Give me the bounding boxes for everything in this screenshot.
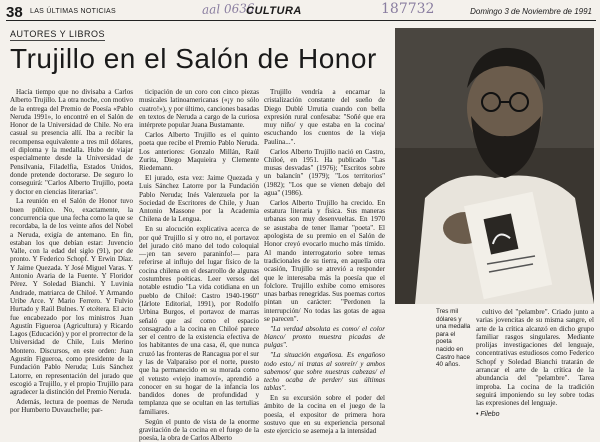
author-portrait-image: [395, 28, 594, 304]
page-number: 38: [6, 4, 23, 21]
paragraph: En su alocución explicativa acerca de por qué Trujillo sí y otro no, el portavoz del jurado citó mano del todo coloquial —¡en tan severo paraninfo!— para referirse al influjo del lugar físico de la cocina chilena en el desarrollo de algunas costumbres poéticas. Leer versos del notable estudio "La vida cotidiana en un pueblo de Chiloé: Castro 1940-1960" (Iárlote Editorial, 1991), por Rodolfo Urbina Burgos, el portavoz de marras señaló que así como el espacio consagrado a la cocina en Chiloé parece ser el centro de la existencia efectiva de los habitantes de una casa, él, que nunca cruzó las fronteras de Rancagua por el sur y las de Valparaíso por el norte, puesto que ha permanecido en su morada como el vetusto «viejo inamoví», aprendió a conocer en su hogar de la infancia los bandidos dones de profundidad y templanza que se ocultan en las tertulias familiares.: [139, 225, 259, 416]
paragraph: Carlos Alberto Trujillo ha crecido. En estatura literaria y física. Sus maneras urbanas son muy desenvueltas. En 1970 se asustaba de tener llamar "poeta". El apologista de su premio en el Salón de Honor creyó evocarlo mucho más tímido. Al mando interrogatorio sobre temas tradicionales de su tierra, en aquella otra ocasión, Trujillo se atrevió a responder que le interesaba más la poesía que el folclore. Trujillo exhibe como emisores unas barbas renegridas. Sus poemas cortos pintan un carácter: "Perdonen la interrupción/ No todas las gotas de agua se parecen".: [264, 198, 385, 324]
paragraph: Carlos Alberto Trujillo es el quinto poeta que recibe el Premio Pablo Neruda. Los anteriores: Gonzalo Millán, Raúl Zurita, Diego Maquieira y Clemente Riedemann.: [139, 130, 259, 173]
headline: Trujillo en el Salón de Honor: [10, 43, 377, 74]
poem-quote: "La situación engañosa. Es engañoso todo esto,/ ni tratas al sonreír/ y ambos sabemos/ que sobre nuestras cabezas/ el techo ocaba de perder/ sus últimas tablas".: [264, 351, 385, 393]
issue-date: Domingo 3 de Noviembre de 1991: [470, 7, 592, 16]
paragraph: En su excursión sobre el poder del ámbito de la cocina en el juego de la poesía, el expositor de primera hora sostuvo que en su experiencia personal este ejercicio se asemeja a la intensidad: [264, 394, 385, 436]
handwritten-note-left: aal 0636: [201, 1, 255, 17]
header-rule: [6, 20, 596, 21]
byline: • Filebo: [476, 410, 500, 418]
article-column-2: [139, 88, 259, 442]
section-name: CULTURA: [246, 5, 302, 17]
paragraph: Según el punto de vista de la enorme gravitación de la cocina en el fuego de la poesía, la obra de Carlos Alberto: [139, 417, 259, 442]
paragraph: Hacía tiempo que no divisaba a Carlos Alberto Trujillo. La otra noche, con motivo de la entrega del Premio de Poesía «Pablo Neruda 1991», lo encontré en el Salón de Honor de la Universidad de Chile. No era casual su presencia allí. Iba a recibir la recompensa equivalente a tres mil dólares, el diploma y la medalla. Hubo de viajar especialmente desde la Universidad de Pensilvania, Filadelfia, Estados Unidos, donde pretende doctorarse. De seguro lo conseguirá: "Carlos Alberto Trujillo, poeta y doctor en ciencias literarias".: [10, 88, 133, 196]
paragraph: Además, lectura de poemas de Neruda por Humberto Duvauchelle; par-: [10, 397, 133, 415]
handwritten-note-right: 187732: [381, 1, 435, 17]
poem-quote: "La verdad absoluta es como/ el color blanco/ pronto muestra picadas de pulgas".: [264, 324, 385, 350]
paragraph: Trujillo vendría a encarnar la cristalización constante del sueño de Diego Dublé Urrutia cuando con bella expresión rural confesaba: "Soñé que era muy niño/ y que estaba en la cocina/ escuchando los cuentos de la vieja Paulina...".: [264, 88, 385, 146]
author-photo: [395, 28, 594, 304]
article-column-1: [10, 88, 133, 416]
newspaper-name: LAS ÚLTIMAS NOTICIAS: [30, 8, 116, 15]
newspaper-header: [6, 1, 596, 21]
paragraph: El jurado, esta vez: Jaime Quezada y Luis Sánchez Latorre por la Fundación Pablo Neruda; Inés Valenzuela por la Sociedad de Escritores de Chile, y Juan Antonio Massone por la Academia Chilena de la Lengua.: [139, 173, 259, 224]
paragraph: ticipación de un coro con cinco piezas musicales latinoamericanas («¡y no sólo cuatro!»), y por último, canciones basadas en textos de Neruda a cargo de la curiosa intérprete popular Juana Bustamante.: [139, 88, 259, 130]
article-column-4: [476, 308, 594, 416]
photo-caption: Tres mil dólares y una medalla para el poeta nacido en Castro hace 40 años.: [436, 308, 471, 369]
paragraph: cultivo del "pelambre". Criado junto a varias jovencitas de su misma sangre, el arte de la crítica alcanzó en dicho grupo familiar rasgos singulares. Mediante prolijas investigaciones del lenguaje, concentrativas estudiosos como Federico Schopf y Soledad Bianchi tratarán de arrancar el arte de la crítica de la abundancia del "pelambre". Tarea improba. La cocina de la tradición seguirá imponiendo su ley sobre todas las expresiones del lenguaje.: [476, 308, 594, 408]
paragraph: La reunión en el Salón de Honor tuvo buen público. No, exactamente, la concurrencia que una fecha como la que se recordaba, la de los veinte años del Nobel a Neruda, exigía de antemano. En fin, estaban los que debían estar: Juvencio Valle, con la edad del siglo (91), por de pronto. Y Federico Schopf. Y Erwin Díaz. Y Jaime Quezada. Y José Miguel Varas. Y Antonio Avaria de la Fuente. Y Floridor Pérez. Y Soledad Bianchi. Y Luvinia Andrade, matriarca de Chiloé. Y Armando Uribe Arce. Y Mario Ferrero. Y Fulvio Hurtado y Raúl Bulnes. Y etcétera. El acto fue encabezado por los ministros Juan Agustín Figueroa (Agricultura) y Ricardo Lagos (Educación) y por el prorrector de la Universidad de Chile, Luis Merino Montero. Discursos, en este orden: Juan Agustín Figueroa, como presidente de la Fundación Pablo Neruda; Luis Sánchez Latorre, en representación del jurado que escogió a Trujillo, y el propio Trujillo para agradecer la distinción del Premio Neruda.: [10, 197, 133, 397]
kicker: AUTORES Y LIBROS: [10, 29, 106, 39]
article-column-3: [264, 88, 385, 436]
paragraph: Carlos Alberto Trujillo nació en Castro, Chiloé, en 1951. Ha publicado "Las musas desvadas" (1976); "Escritos sobre un balancín" (1979); "Los territorios" (1982); "Los que se vienen debajo del agua" (1986).: [264, 147, 385, 198]
